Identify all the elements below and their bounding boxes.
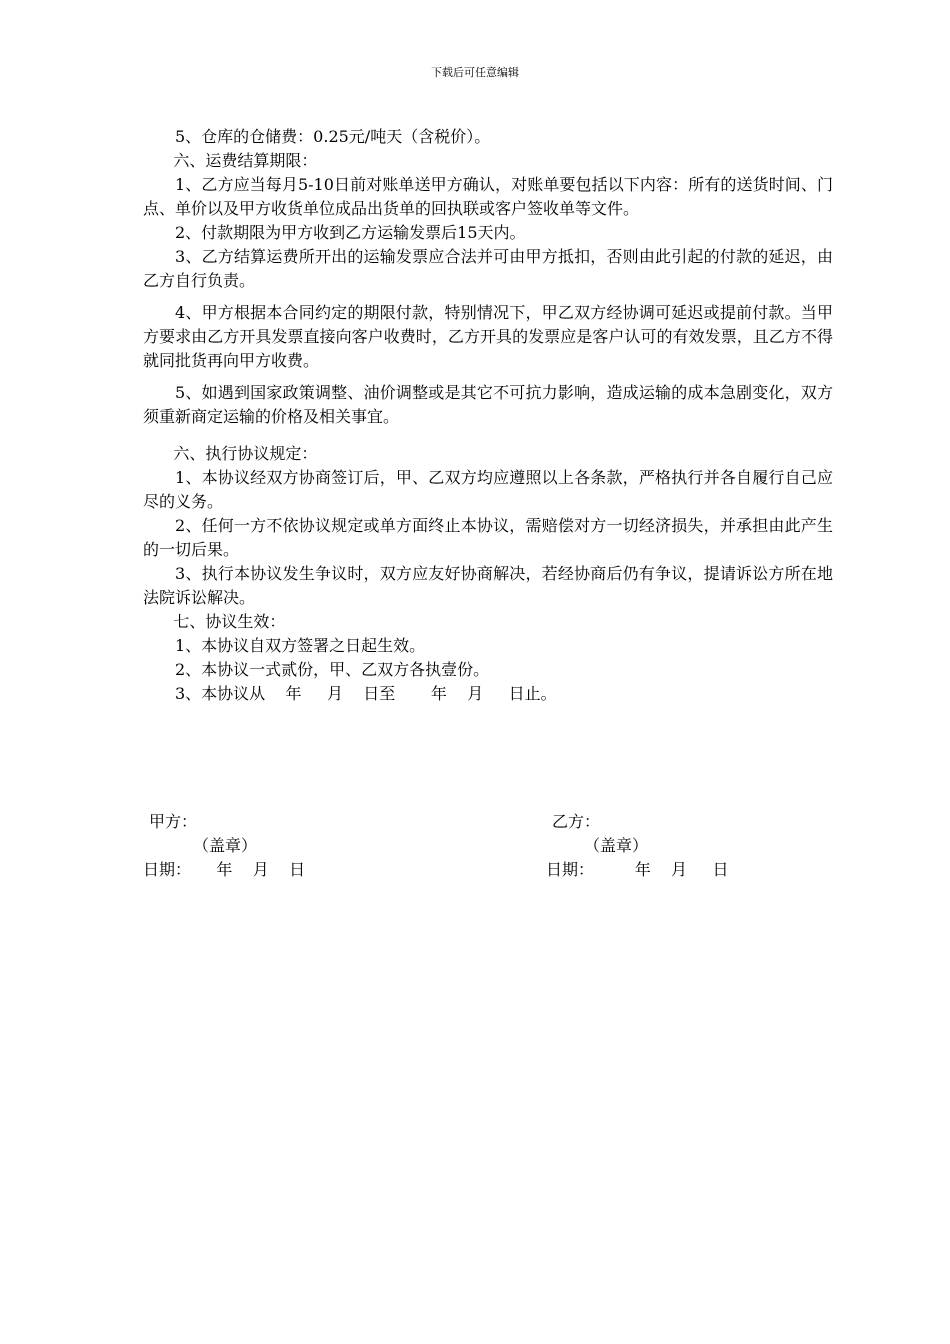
clause-invoice-legal: 3、乙方结算运费所开出的运输发票应合法并可由甲方抵扣，否则由此引起的付款的延迟，由乙方自行负责。 xyxy=(143,247,833,290)
section-heading-effect: 七、协议生效： xyxy=(173,612,286,631)
clause-compliance: 1、本协议经双方协商签订后，甲、乙双方均应遵照以上各条款，严格执行并各自履行自己应尽的义务。 xyxy=(143,468,833,511)
signature-party-b xyxy=(546,810,728,882)
section-heading-settlement: 六、运费结算期限： xyxy=(173,151,318,170)
clause-payment-schedule: 4、甲方根据本合同约定的期限付款，特别情况下，甲乙双方经协调可延迟或提前付款。当甲方要求由乙方开具发票直接向客户收费时，乙方开具的发票应是客户认可的有效发票，且乙方不得就同批货再向甲方收费。 xyxy=(143,303,833,370)
party-b-label: 乙方： xyxy=(552,812,601,831)
party-a-label: 甲方： xyxy=(149,812,198,831)
party-a-seal: （盖章） xyxy=(193,836,258,855)
header-note: 下载后可任意编辑 xyxy=(431,66,519,79)
document-body xyxy=(143,125,833,706)
clause-effective-date: 1、本协议自双方签署之日起生效。 xyxy=(175,636,426,655)
signature-party-a xyxy=(143,810,305,882)
clause-copies: 2、本协议一式贰份，甲、乙双方各执壹份。 xyxy=(175,660,490,679)
clause-storage-fee: 5、仓库的仓储费：0.25元/吨天（含税价）。 xyxy=(175,127,491,146)
section-heading-execution: 六、执行协议规定： xyxy=(173,444,318,463)
clause-dispute: 3、执行本协议发生争议时，双方应友好协商解决，若经协商后仍有争议，提请诉讼方所在地法院诉讼解决。 xyxy=(143,564,833,607)
clause-force-majeure: 5、如遇到国家政策调整、油价调整或是其它不可抗力影响，造成运输的成本急剧变化，双方须重新商定运输的价格及相关事宜。 xyxy=(143,383,833,426)
party-b-seal: （盖章） xyxy=(584,836,649,855)
clause-duration: 3、本协议从 年 月 日至 年 月 日止。 xyxy=(175,684,557,703)
clause-termination: 2、任何一方不依协议规定或单方面终止本协议，需赔偿对方一切经济损失，并承担由此产生的一切后果。 xyxy=(143,516,833,559)
clause-payment-term: 2、付款期限为甲方收到乙方运输发票后15天内。 xyxy=(175,223,526,242)
party-a-date: 日期： 年 月 日 xyxy=(143,860,306,879)
clause-statement-confirm: 1、乙方应当每月5-10日前对账单送甲方确认，对账单要包括以下内容：所有的送货时间、门点、单价以及甲方收货单位成品出货单的回执联或客户签收单等文件。 xyxy=(143,175,833,218)
party-b-date: 日期： 年 月 日 xyxy=(546,860,729,879)
